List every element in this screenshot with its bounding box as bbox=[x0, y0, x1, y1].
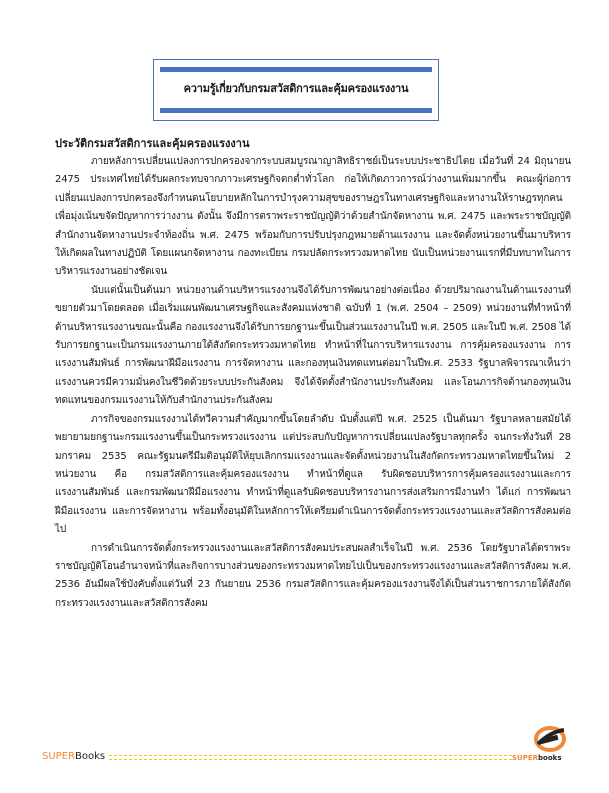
paragraph-2: นับแต่นั้นเป็นต้นมา หน่วยงานด้านบริหารแรงงานจึงได้รับการพัฒนาอย่างต่อเนื่อง ด้วยปริมาณงานในด้านแรงงานที่ขยายตัวมาโดยตลอด เมื่อเริ่มแผนพัฒนาเศรษฐกิจและสังคมแห่งชาติ ฉบับที่ 1 (พ.ศ. 2504 – 2509) หน่วยงานที่ทำหน้าที่ด้านบริหารแรงงานขณะนั้นคือ กองแรงงานจึงได้รับการยกฐานะขึ้นเป็นส่วนแรงงานในปี พ.ศ. 2505 และในปี พ.ศ. 2508 ได้รับการยกฐานะเป็นกรมแรงงานภายใต้สังกัดกระทรวงมหาดไทย ทำหน้าที่ในการบริหารแรงงาน การคุ้มครองแรงงาน การแรงงานสัมพันธ์ การพัฒนาฝีมือแรงงาน การจัดหางาน และกองทุนเงินทดแทนต่อมาในปีพ.ศ. 2533 รัฐบาลพิจารณาเห็นว่าแรงงานควรมีความมั่นคงในชีวิตด้วยระบบประกันสังคม จึงได้จัดตั้งสำนักงานประกันสังคม และโอนภารกิจด้านกองทุนเงินทดแทนของกรมแรงงานให้กับสำนักงานประกันสังคม bbox=[55, 284, 571, 407]
paragraph-1: ภายหลังการเปลี่ยนแปลงการปกครองจากระบบสมบูรณาญาสิทธิราชย์เป็นระบบประชาธิปไตย เมื่อวันที่ 24 มิถุนายน 2475 ประเทศไทยได้รับผลกระทบจากภาวะเศรษฐกิจตกต่ำทั่วโลก ก่อให้เกิดภาวการณ์ว่างงานเพิ่มมากขึ้น คณะผู้ก่อการเปลี่ยนแปลงการปกครองจึงกำหนดนโยบายหลักในการบำรุงความสุขของราษฎรในทางเศรษฐกิจและหางานให้ราษฎรทุกคน เพื่อมุ่งเน้นขจัดปัญหาการว่างงาน ดังนั้น จึงมีการตราพระราชบัญญัติว่าด้วยสำนักจัดหางาน พ.ศ. 2475 และพระราชบัญญัติสำนักงานจัดหางานประจำท้องถิ่น พ.ศ. 2475 พร้อมกับการปรับปรุงกฎหมายด้านแรงงาน และจัดตั้งหน่วยงานขึ้นมาบริหารให้เกิดผลในทางปฏิบัติ โดยแผนกจัดหางาน กองทะเบียน กรมปลัดกระทรวงมหาดไทย นับเป็นหน่วยงานแรกที่มีบทบาทในการบริหารแรงงานอย่างชัดเจน bbox=[55, 156, 571, 278]
superbooks-swirl-icon bbox=[532, 724, 568, 754]
footer-dashed-rule bbox=[109, 755, 512, 760]
title-top-bar bbox=[160, 67, 432, 72]
document-body bbox=[55, 135, 571, 613]
page-title: ความรู้เกี่ยวกับกรมสวัสดิการและคุ้มครองแรงงาน bbox=[183, 82, 409, 95]
superbooks-logo bbox=[512, 724, 580, 768]
paragraph-4: การดำเนินการจัดตั้งกระทรวงแรงงานและสวัสดิการสังคมประสบผลสำเร็จในปี พ.ศ. 2536 โดยรัฐบาลได้ตราพระราชบัญญัติโอนอำนาจหน้าที่และกิจการบางส่วนของกระทรวงมหาดไทยไปเป็นของกระทรวงแรงงานและสวัสดิการสังคม พ.ศ. 2536 อันมีผลใช้บังคับตั้งแต่วันที่ 23 กันยายน 2536 กรมสวัสดิการและคุ้มครองแรงงานจึงได้เป็นส่วนราชการภายใต้สังกัดกระทรวงแรงงานและสวัสดิการสังคม bbox=[55, 542, 571, 609]
logo-text: SUPERbooks bbox=[512, 754, 562, 762]
paragraph-3: ภารกิจของกรมแรงงานได้ทวีความสำคัญมากขึ้นโดยลำดับ นับตั้งแต่ปี พ.ศ. 2525 เป็นต้นมา รัฐบาลหลายสมัยได้พยายามยกฐานะกรมแรงงานขึ้นเป็นกระทรวงแรงงาน แต่ประสบกับปัญหาการเปลี่ยนแปลงรัฐบาลทุกครั้ง จนกระทั่งวันที่ 28 มกราคม 2535 คณะรัฐมนตรีมีมติอนุมัติให้ยุบเลิกกรมแรงงานและจัดตั้งหน่วยงานในสังกัดกระทรวงมหาดไทยขึ้นใหม่ 2 หน่วยงาน คือ กรมสวัสดิการและคุ้มครองแรงงาน ทำหน้าที่ดูแล รับผิดชอบบริหารการคุ้มครองแรงงานและการแรงงานสัมพันธ์ และกรมพัฒนาฝีมือแรงงาน ทำหน้าที่ดูแลรับผิดชอบบริหารงานการส่งเสริมการมีงานทำ ได้แก่ การพัฒนาฝีมือแรงงาน และการจัดหางาน พร้อมทั้งอนุมัติในหลักการให้เตรียมดำเนินการจัดตั้งกระทรวงแรงงานและสวัสดิการสังคมต่อไป bbox=[55, 413, 571, 536]
title-bottom-bar bbox=[160, 108, 432, 113]
footer-brand-super: SUPER bbox=[42, 750, 75, 762]
page-footer bbox=[42, 748, 512, 764]
page-title-box bbox=[153, 59, 439, 121]
section-heading: ประวัติกรมสวัสดิการและคุ้มครองแรงงาน bbox=[55, 137, 250, 150]
footer-brand-books: Books bbox=[74, 750, 106, 762]
